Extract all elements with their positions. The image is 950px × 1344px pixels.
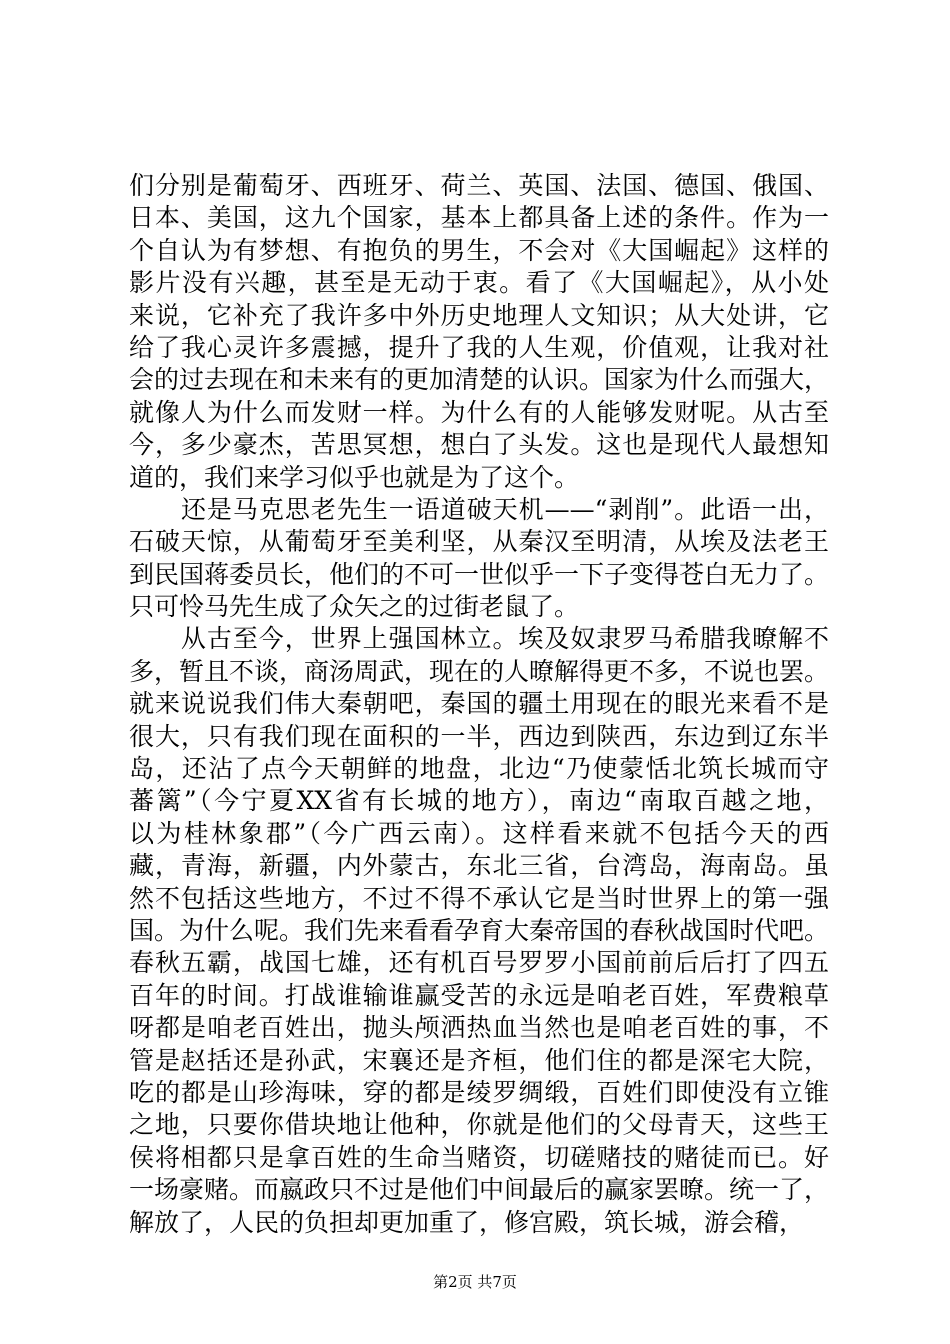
page-number-footer: 第2页 共7页 xyxy=(433,1273,517,1291)
text-line: 春秋五霸，战国七雄，还有机百号罗罗小国前前后后打了四五 xyxy=(129,948,829,978)
text-line: 之地，只要你借块地让他种，你就是他们的父母青天，这些王 xyxy=(129,1110,829,1140)
text-line: 今，多少豪杰，苦思冥想，想白了头发。这也是现代人最想知 xyxy=(129,430,829,460)
text-line: 藏，青海，新疆，内外蒙古，东北三省，台湾岛，海南岛。虽 xyxy=(129,851,829,881)
text-line: 蕃篱”（今宁夏XX省有长城的地方），南边“南取百越之地， xyxy=(129,786,829,816)
text-line: 百年的时间。打战谁输谁赢受苦的永远是咱老百姓，军费粮草 xyxy=(129,980,829,1010)
text-line: 日本、美国，这九个国家，基本上都具备上述的条件。作为一 xyxy=(129,203,829,233)
text-line: 会的过去现在和未来有的更加清楚的认识。国家为什么而强大， xyxy=(129,365,830,395)
text-line: 管是赵括还是孙武，宋襄还是齐桓，他们住的都是深宅大院， xyxy=(129,1045,829,1075)
text-line: 很大，只有我们现在面积的一半，西边到陕西，东边到辽东半 xyxy=(129,721,829,751)
text-line: 个自认为有梦想、有抱负的男生，不会对《大国崛起》这样的 xyxy=(129,235,829,265)
text-line: 就像人为什么而发财一样。为什么有的人能够发财呢。从古至 xyxy=(129,397,829,427)
text-line: 国。为什么呢。我们先来看看孕育大秦帝国的春秋战国时代吧。 xyxy=(129,915,830,945)
text-line: 多，暂且不谈，商汤周武，现在的人暸解得更不多，不说也罢。 xyxy=(129,656,830,686)
text-line: 一场豪赌。而嬴政只不过是他们中间最后的赢家罢暸。统一了， xyxy=(129,1175,830,1205)
text-line: 呀都是咱老百姓出，抛头颅洒热血当然也是咱老百姓的事，不 xyxy=(129,1013,829,1043)
text-line: 到民国蒋委员长，他们的不可一世似乎一下子变得苍白无力了。 xyxy=(129,559,830,589)
text-line: 给了我心灵许多震撼，提升了我的人生观，价值观，让我对社 xyxy=(129,332,829,362)
text-line: 还是马克思老先生一语道破天机——“剥削”。此语一出， xyxy=(129,494,829,524)
text-line: 解放了，人民的负担却更加重了，修宫殿，筑长城，游会稽， xyxy=(129,1207,805,1237)
text-line: 吃的都是山珍海味，穿的都是绫罗绸缎，百姓们即使没有立锥 xyxy=(129,1077,829,1107)
text-line: 从古至今，世界上强国林立。埃及奴隶罗马希腊我暸解不 xyxy=(129,624,829,654)
text-line: 道的，我们来学习似乎也就是为了这个。 xyxy=(129,462,580,492)
text-line: 就来说说我们伟大秦朝吧，秦国的疆土用现在的眼光来看不是 xyxy=(129,689,829,719)
text-line: 以为桂林象郡”（今广西云南）。这样看来就不包括今天的西 xyxy=(129,818,829,848)
text-line: 只可怜马先生成了众矢之的过街老鼠了。 xyxy=(129,592,580,622)
text-line: 影片没有兴趣，甚至是无动于衷。看了《大国崛起》，从小处 xyxy=(129,268,829,298)
text-line: 然不包括这些地方，不过不得不承认它是当时世界上的第一强 xyxy=(129,883,829,913)
text-line: 石破天惊，从葡萄牙至美利坚，从秦汉至明清，从埃及法老王 xyxy=(129,527,829,557)
text-line: 们分别是葡萄牙、西班牙、荷兰、英国、法国、德国、俄国、 xyxy=(129,171,829,200)
body-text xyxy=(129,170,829,1239)
text-line: 岛，还沾了点今天朝鲜的地盘，北边“乃使蒙恬北筑长城而守 xyxy=(129,754,829,784)
text-line: 来说，它补充了我许多中外历史地理人文知识；从大处讲，它 xyxy=(129,300,829,330)
text-line: 侯将相都只是拿百姓的生命当赌资，切磋赌技的赌徒而已。好 xyxy=(129,1142,829,1172)
